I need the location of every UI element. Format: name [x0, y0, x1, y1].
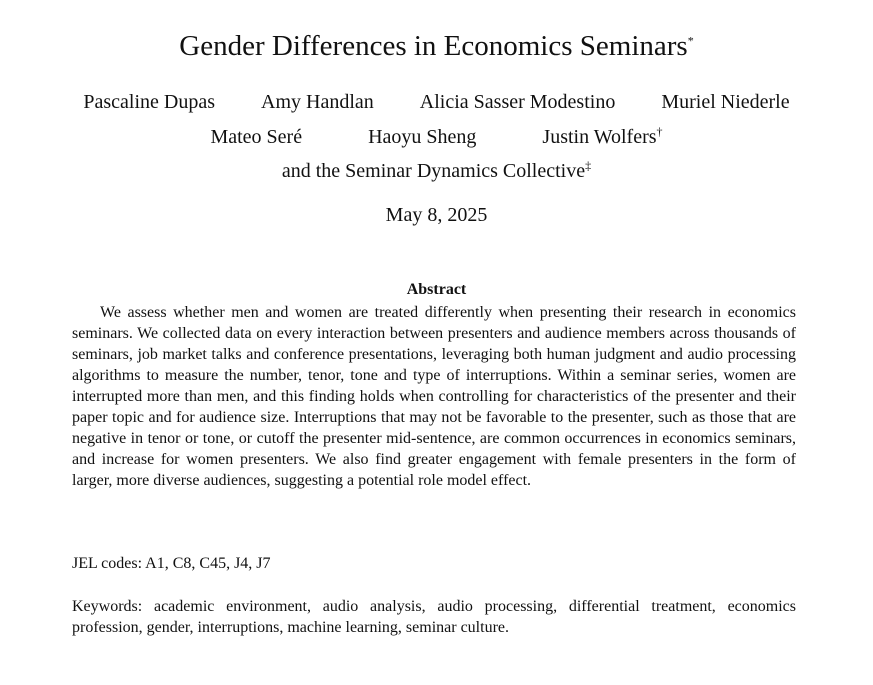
author-name-with-mark: [542, 126, 662, 149]
author-footnote-mark: †: [656, 124, 663, 139]
author-name: Pascaline Dupas: [83, 91, 216, 113]
paper-date: May 8, 2025: [385, 204, 488, 226]
abstract-heading: Abstract: [406, 281, 467, 298]
jel-codes: JEL codes: A1, C8, C45, J4, J7: [72, 555, 271, 572]
author-name: Alicia Sasser Modestino: [419, 91, 616, 113]
author-name: Amy Handlan: [261, 91, 374, 113]
author-list-row-1: [0, 91, 873, 114]
author-list-row-2: [0, 126, 873, 149]
title-footnote-mark: *: [687, 33, 694, 48]
author-name: Haoyu Sheng: [368, 126, 477, 148]
author-name: Mateo Seré: [210, 126, 303, 148]
collective-footnote-mark: ‡: [585, 158, 592, 173]
abstract-text: We assess whether men and women are treated differently when presenting their research in economics seminars. We collected data on every interaction between presenters and audience members across thousands of seminars, job market talks and conference presentations, leveraging both human judgment and audio processing algorithms to measure the number, tenor, tone and type of interruptions. Within a seminar series, women are interrupted more than men, and this finding holds when controlling for characteristics of the presenter and their paper topic and for audience size. Interruptions that may not be favorable to the presenter, such as those that are negative in tenor or tone, or cutoff the presenter mid-sentence, are common occurrences in economics seminars, and increase for women presenters. We also find greater engagement with female presenters in the form of larger, more diverse audiences, suggesting a potential role model effect.: [72, 304, 796, 489]
author-name: Muriel Niederle: [661, 91, 790, 113]
keywords: Keywords: academic environment, audio analysis, audio processing, differential treatment, economics profession, gender, interruptions, machine learning, seminar culture.: [72, 598, 796, 636]
author-name: Justin Wolfers: [542, 126, 657, 148]
paper-title-text: Gender Differences in Economics Seminars: [179, 30, 688, 62]
paper-title: [0, 30, 873, 63]
collective-name: and the Seminar Dynamics Collective: [281, 160, 586, 182]
collective-line: [0, 160, 873, 183]
